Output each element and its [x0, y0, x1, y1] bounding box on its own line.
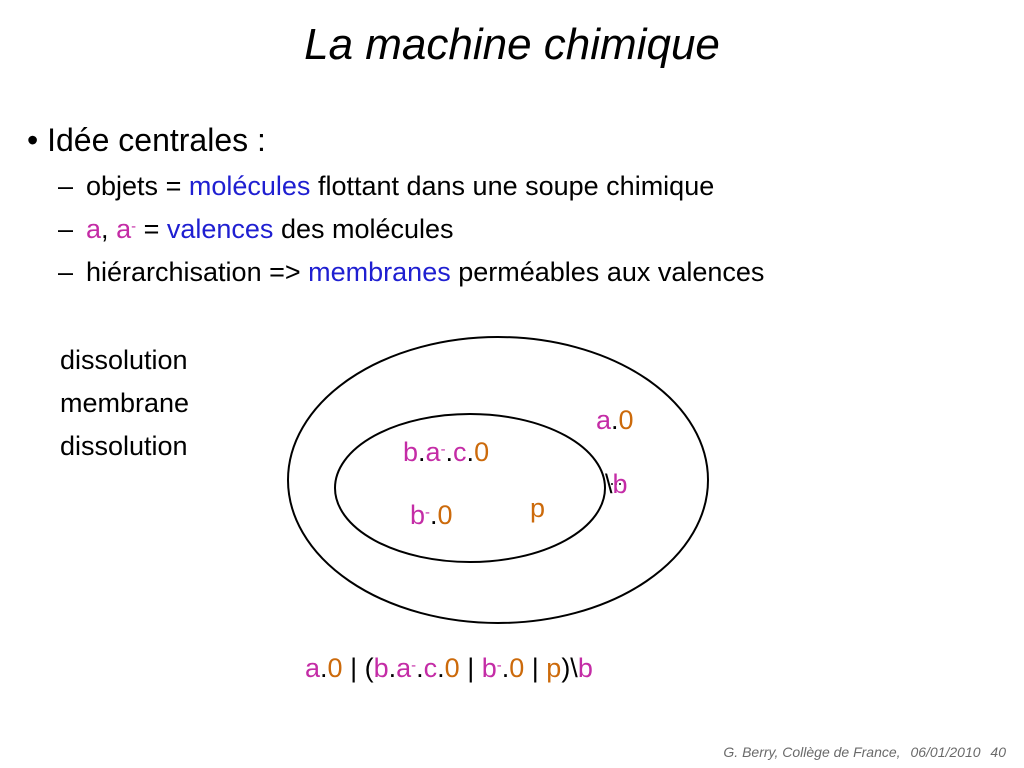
equals-sign: = [143, 214, 160, 244]
valence-a: a [86, 214, 102, 244]
subitem-pre: hiérarchisation => [86, 257, 301, 287]
subitem-pre: objets [86, 171, 159, 201]
dash: – [58, 257, 74, 287]
inner-molecule-b0: b-.0 [410, 500, 453, 530]
restriction-label: \b [605, 469, 628, 499]
highlight-molecules: molécules [188, 171, 311, 201]
dash: – [58, 214, 74, 244]
footer-author: G. Berry, Collège de France, [723, 744, 901, 760]
dash: – [58, 171, 74, 201]
subitem-post: des molécules [280, 214, 454, 244]
side-label-membrane: membrane [60, 388, 190, 418]
outer-molecule-a0: a.0 [596, 405, 634, 435]
bullet-text: Idée centrales : [47, 122, 266, 158]
subitem-post: flottant dans une soupe chimique [317, 171, 715, 201]
highlight-valences: valences [166, 214, 274, 244]
formula: a.0 | (b.a-.c.0 | b-.0 | p)\b [305, 653, 593, 683]
comma: , [101, 214, 109, 244]
footer-page-number: 40 [990, 744, 1006, 760]
inner-molecule-bac0: b.a-.c.0 [403, 437, 490, 467]
equals-sign: = [165, 171, 182, 201]
bullet-marker: • [27, 122, 39, 158]
side-label-dissolution-outer: dissolution [60, 345, 188, 375]
subitem-post: perméables aux valences [458, 257, 765, 287]
outer-membrane [288, 337, 708, 623]
side-label-dissolution-inner: dissolution [60, 431, 188, 461]
footer-date: 06/01/2010 [910, 744, 981, 760]
footer [717, 744, 1006, 760]
slide-title: La machine chimique [304, 20, 720, 69]
highlight-membranes: membranes [308, 257, 451, 287]
process-p: p [530, 493, 546, 523]
valence-a-co: a- [116, 214, 137, 244]
